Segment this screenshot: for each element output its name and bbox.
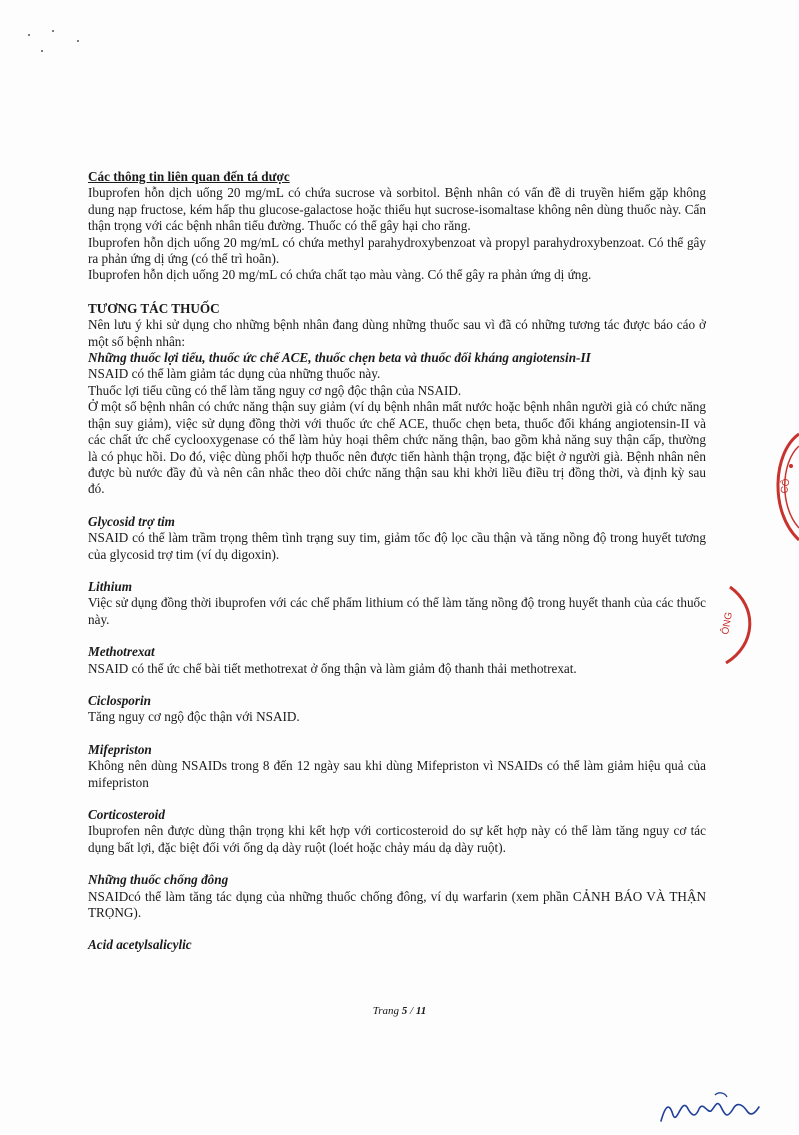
paragraph: NSAID có thể ức chế bài tiết methotrexat ở ống thận và làm giảm độ thanh thải methotrexat. — [88, 660, 577, 676]
subsection-heading: Ciclosporin — [88, 692, 152, 708]
paragraph: Nên lưu ý khi sử dụng cho những bệnh nhân đang dùng những thuốc sau vì đã có những tương tác được báo cáo ở một số bệnh nhân: — [88, 317, 706, 349]
section-heading: Các thông tin liên quan đến tá dược — [88, 169, 290, 184]
red-stamp-partial — [767, 432, 799, 542]
red-stamp-arc — [718, 585, 758, 665]
subsection-heading: Mifepriston — [88, 741, 152, 757]
paragraph: Thuốc lợi tiểu cũng có thể làm tăng nguy cơ ngộ độc thận của NSAID. — [88, 382, 462, 398]
paragraph: NSAID có thể làm giảm tác dụng của những thuốc này. — [88, 366, 381, 382]
subsection-heading: Những thuốc chống đông — [88, 872, 229, 888]
handwritten-signature — [655, 1085, 765, 1130]
paragraph: Ibuprofen hỗn dịch uống 20 mg/mL có chứa methyl parahydroxybenzoat và propyl parahydroxybenzoat. Có thể gây ra phản ứng dị ứng (có thể trì hoãn). — [88, 234, 706, 267]
page-footer — [0, 1005, 799, 1017]
subsection-heading: Những thuốc lợi tiểu, thuốc ức chế ACE, thuốc chẹn beta và thuốc đối kháng angiotensin-II — [88, 350, 591, 366]
svg-text:ÔNG: ÔNG — [720, 611, 735, 636]
paragraph: Ibuprofen nên được dùng thận trọng khi kết hợp với corticosteroid do sự kết hợp này có thể làm tăng nguy cơ tác dụng bất lợi, đặc biệt đối với ống dạ dày ruột (loét hoặc chảy máu dạ dày ruột). — [88, 823, 706, 855]
footer-page-total: 11 — [415, 1005, 427, 1017]
subsection-heading: Methotrexat — [88, 644, 155, 660]
svg-text:CÔ: CÔ — [779, 477, 793, 495]
footer-page-label: Trang — [372, 1005, 400, 1017]
footer-page-current: 5 — [401, 1005, 408, 1017]
subsection-heading: Glycosid trợ tim — [88, 513, 175, 529]
paragraph: Ở một số bệnh nhân có chức năng thận suy giảm (ví dụ bệnh nhân mất nước hoặc bệnh nhân người già có chức năng thận suy giảm), việc sử dụng đồng thời với thuốc ức chế ACE, thuốc chẹn beta, thuốc đối kháng angiotensin-II và các chất ức chế cyclooxygenase có thể làm hủy hoại thêm chức năng thận, bao gồm khả năng suy thận cấp, thường là có phục hồi. Do đó, việc dùng phối hợp thuốc nên được tiến hành thận trọng, đặc biệt ở người già. Bệnh nhân nên được bù nước đầy đủ và nên cân nhắc theo dõi chức năng thận sau khi khởi liều điều trị đồng thời, và định kỳ sau đó. — [88, 399, 706, 497]
document-body — [88, 169, 706, 954]
footer-page-separator: / — [410, 1005, 414, 1017]
paragraph: Tăng nguy cơ ngộ độc thận với NSAID. — [88, 709, 300, 725]
paragraph: Việc sử dụng đồng thời ibuprofen với các chế phẩm lithium có thể làm tăng nồng độ trong huyết thanh của các thuốc này. — [88, 595, 706, 627]
paragraph: Ibuprofen hỗn dịch uống 20 mg/mL có chứa chất tạo màu vàng. Có thể gây ra phản ứng dị ứng. — [88, 267, 592, 283]
paragraph: Không nên dùng NSAIDs trong 8 đến 12 ngày sau khi dùng Mifepriston vì NSAIDs có thể làm giảm hiệu quả của mifepriston — [88, 758, 706, 790]
paragraph: Ibuprofen hỗn dịch uống 20 mg/mL có chứa sucrose và sorbitol. Bệnh nhân có vấn đề di truyền hiếm gặp không dung nạp fructose, kém hấp thu glucose-galactose hoặc thiếu hụt sucrose-isomaltase không nên dùng thuốc này. Cẩn thận trọng với các bệnh nhân tiểu đường. Thuốc có thể gây hại cho răng. — [88, 185, 706, 234]
subsection-heading: Lithium — [88, 578, 132, 594]
paragraph: NSAID có thể làm trầm trọng thêm tình trạng suy tim, giảm tốc độ lọc cầu thận và tăng nồng độ trong huyết tương của glycosid trợ tim (ví dụ digoxin). — [88, 530, 706, 562]
paragraph: NSAIDcó thể làm tăng tác dụng của những thuốc chống đông, ví dụ warfarin (xem phần CẢNH BÁO VÀ THẬN TRỌNG). — [88, 888, 706, 921]
subsection-heading: Corticosteroid — [88, 807, 165, 822]
subsection-heading: Acid acetylsalicylic — [88, 937, 192, 953]
section-heading: TƯƠNG TÁC THUỐC — [88, 300, 220, 316]
